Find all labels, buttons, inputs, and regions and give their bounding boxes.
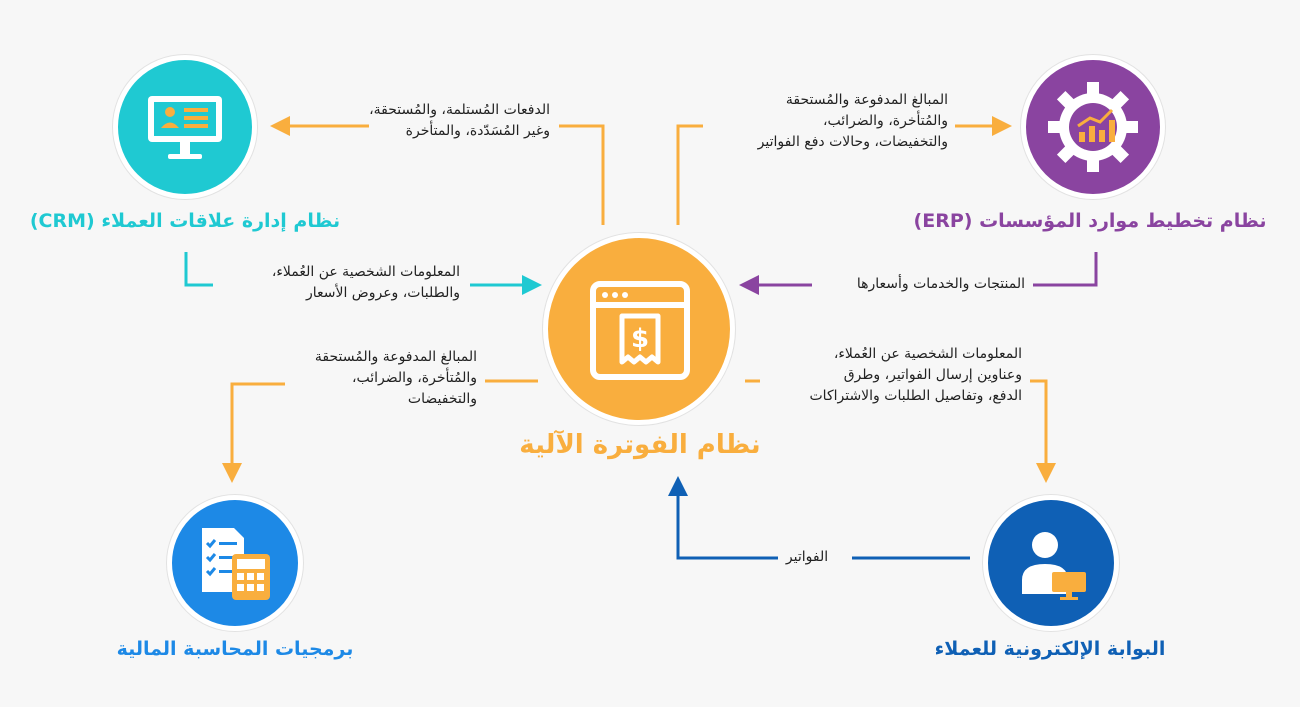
accounting-node <box>167 495 303 631</box>
invoice-dollar-icon <box>548 238 730 420</box>
label-line: الدفع، وتفاصيل الطلبات والاشتراكات <box>809 388 1022 404</box>
center-title: نظام الفوترة الآلية <box>519 430 761 460</box>
label-crm-to-center <box>220 262 460 304</box>
label-line: الدفعات المُستلمة، والمُستحقة، <box>369 102 550 118</box>
svg-text:$: $ <box>630 324 650 354</box>
label-center-to-accounting <box>285 347 477 410</box>
user-computer-icon <box>988 500 1114 626</box>
arrowhead-center-to-accounting <box>222 463 242 483</box>
label-line: وعناوين إرسال الفواتير، وطرق <box>843 367 1022 383</box>
erp-node <box>1021 55 1165 199</box>
label-line: والمُتأخرة، والضرائب، <box>351 370 477 386</box>
crm-title: نظام إدارة علاقات العملاء (CRM) <box>29 210 341 232</box>
label-line: والمُتأخرة، والضرائب، <box>822 113 948 129</box>
label-line: والتخفيضات <box>407 391 477 407</box>
label-line: والطلبات، وعروض الأسعار <box>305 285 460 301</box>
label-line: المعلومات الشخصية عن العُملاء، <box>271 264 460 280</box>
label-center-to-crm <box>360 100 550 142</box>
label-portal-to-center <box>772 547 842 568</box>
label-center-to-portal <box>764 344 1022 407</box>
arrowhead-crm-to-center <box>522 275 542 295</box>
label-line: والتخفيضات، وحالات دفع الفواتير <box>757 134 948 150</box>
label-center-to-erp <box>705 90 948 153</box>
gear-chart-icon <box>1026 60 1160 194</box>
label-line: وغير المُسَدّدة، والمتأخرة <box>405 123 550 139</box>
portal-node <box>983 495 1119 631</box>
label-line: المعلومات الشخصية عن العُملاء، <box>833 346 1022 362</box>
label-line: المبالغ المدفوعة والمُستحقة <box>785 92 948 108</box>
arrowhead-center-to-portal <box>1036 463 1056 483</box>
label-erp-to-center <box>815 274 1025 295</box>
arrowhead-portal-to-center <box>668 476 688 496</box>
accounting-title: برمجيات المحاسبة المالية <box>116 638 354 660</box>
label-line: المنتجات والخدمات وأسعارها <box>856 276 1025 292</box>
label-line: المبالغ المدفوعة والمُستحقة <box>314 349 477 365</box>
checklist-calculator-icon <box>172 500 298 626</box>
label-line: الفواتير <box>785 549 829 565</box>
portal-title: البوابة الإلكترونية للعملاء <box>934 638 1166 660</box>
erp-title: نظام تخطيط موارد المؤسسات (ERP) <box>913 210 1267 232</box>
center-node <box>543 233 735 425</box>
monitor-profile-icon <box>118 60 252 194</box>
arrowhead-center-to-erp <box>992 116 1012 136</box>
arrowhead-erp-to-center <box>739 275 759 295</box>
arrowhead-center-to-crm <box>270 116 290 136</box>
crm-node <box>113 55 257 199</box>
